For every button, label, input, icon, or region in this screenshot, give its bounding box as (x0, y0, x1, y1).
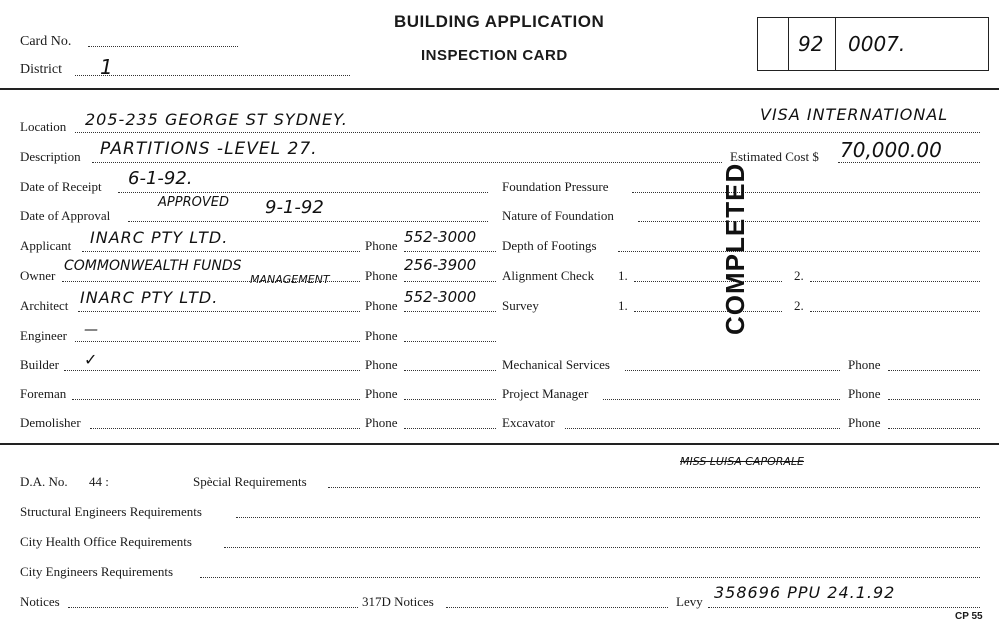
date-of-approval-value: 9-1-92 (265, 197, 324, 218)
applicant-value: INARC PTY LTD. (90, 228, 229, 247)
architect-line (78, 311, 360, 312)
engineer-label: Engineer (20, 328, 67, 343)
excavator-phone-label: Phone (848, 415, 881, 430)
location-value: 205-235 GEORGE ST SYDNEY. (85, 110, 348, 129)
applicant-phone-label: Phone (365, 238, 398, 253)
form-code: CP 55 (955, 611, 983, 622)
survey-num-2: 2. (794, 298, 804, 313)
notices-317d-line (446, 607, 668, 608)
levy-value: 358696 PPU 24.1.92 (714, 583, 896, 602)
notices-line (68, 607, 358, 608)
date-of-approval-label: Date of Approval (20, 208, 111, 223)
location-line (75, 132, 980, 133)
owner-phone-line (404, 281, 496, 282)
builder-phone-line (404, 370, 496, 371)
builder-phone-label: Phone (365, 357, 398, 372)
card-number-box (757, 17, 989, 71)
date-of-approval-line (128, 221, 488, 222)
project-manager-label: Project Manager (502, 386, 589, 401)
special-requirements-label: Spècial Requirements (193, 474, 307, 489)
structural-requirements-label: Structural Engineers Requirements (20, 504, 202, 519)
health-requirements-line (224, 547, 980, 548)
structural-requirements-line (236, 517, 980, 518)
section-divider (0, 443, 999, 445)
alignment-check-line-1 (634, 281, 782, 282)
project-manager-phone-line (888, 399, 980, 400)
alignment-check-line-2 (810, 281, 980, 282)
notices-label: Notices (20, 594, 60, 609)
engineer-phone-line (404, 341, 496, 342)
depth-of-footings-line (618, 251, 980, 252)
da-no-label: D.A. No. (20, 474, 68, 489)
mechanical-services-phone-label: Phone (848, 357, 881, 372)
notices-317d-label: 317D Notices (362, 594, 434, 609)
foreman-phone-label: Phone (365, 386, 398, 401)
da-no-value: 44 : (89, 474, 109, 489)
title-line-1: BUILDING APPLICATION (394, 12, 605, 31)
title-line-2: INSPECTION CARD (421, 47, 568, 64)
card-number-part-1: 92 (798, 32, 824, 56)
estimated-cost-line (838, 162, 980, 163)
date-of-receipt-label: Date of Receipt (20, 179, 102, 194)
project-manager-phone-label: Phone (848, 386, 881, 401)
excavator-phone-line (888, 428, 980, 429)
location-label: Location (20, 119, 67, 134)
card-no-label: Card No. (20, 34, 72, 49)
mechanical-services-label: Mechanical Services (502, 357, 610, 372)
survey-label: Survey (502, 298, 539, 313)
levy-label: Levy (676, 594, 703, 609)
mechanical-services-phone-line (888, 370, 980, 371)
owner-phone: 256-3900 (404, 256, 477, 274)
nature-of-foundation-label: Nature of Foundation (502, 208, 614, 223)
owner-value: COMMONWEALTH FUNDS (64, 258, 242, 274)
engineer-value: — (84, 322, 98, 338)
alignment-check-label: Alignment Check (502, 268, 595, 283)
alignment-check-num-2: 2. (794, 268, 804, 283)
demolisher-label: Demolisher (20, 415, 81, 430)
engineer-line (75, 341, 360, 342)
district-label: District (20, 62, 62, 77)
estimated-cost-label: Estimated Cost $ (730, 149, 819, 164)
district-line (75, 75, 350, 76)
depth-of-footings-label: Depth of Footings (502, 238, 597, 253)
demolisher-phone-line (404, 428, 496, 429)
architect-phone-line (404, 311, 496, 312)
applicant-line (82, 251, 360, 252)
nature-of-foundation-line (638, 221, 980, 222)
owner-value-line-2: MANAGEMENT (250, 273, 330, 286)
card-number-part-2: 0007. (848, 32, 906, 56)
description-label: Description (20, 149, 81, 164)
completed-stamp (720, 162, 750, 335)
estimated-cost-value: 70,000.00 (840, 138, 942, 162)
completed-stamp-text: COMPLETED (720, 162, 750, 335)
description-value: PARTITIONS -LEVEL 27. (100, 139, 318, 159)
applicant-phone-line (404, 251, 496, 252)
date-of-receipt-value: 6-1-92. (128, 168, 193, 189)
owner-label: Owner (20, 268, 56, 283)
survey-line-1 (634, 311, 782, 312)
architect-phone-label: Phone (365, 298, 398, 313)
district-value: 1 (100, 55, 113, 79)
demolisher-line (90, 428, 360, 429)
demolisher-phone-label: Phone (365, 415, 398, 430)
foreman-line (72, 399, 360, 400)
architect-label: Architect (20, 298, 69, 313)
foundation-pressure-line (632, 192, 980, 193)
location-note: VISA INTERNATIONAL (760, 105, 949, 124)
survey-num-1: 1. (618, 298, 628, 313)
health-requirements-label: City Health Office Requirements (20, 534, 192, 549)
special-requirements-line (328, 487, 980, 488)
project-manager-line (603, 399, 840, 400)
mechanical-services-line (625, 370, 840, 371)
levy-line (708, 607, 980, 608)
approved-note: APPROVED (158, 195, 229, 210)
description-line (92, 162, 722, 163)
engineer-phone-label: Phone (365, 328, 398, 343)
engineers-requirements-label: City Engineers Requirements (20, 564, 174, 579)
date-of-receipt-line (118, 192, 488, 193)
foreman-label: Foreman (20, 386, 67, 401)
alignment-check-num-1: 1. (618, 268, 628, 283)
builder-value: ✓ (84, 350, 98, 369)
survey-line-2 (810, 311, 980, 312)
struck-note: MISS LUISA CAPORALE (680, 455, 804, 468)
card-no-line (88, 46, 238, 47)
builder-label: Builder (20, 357, 59, 372)
owner-phone-label: Phone (365, 268, 398, 283)
excavator-label: Excavator (502, 415, 555, 430)
applicant-phone: 552-3000 (404, 228, 477, 246)
header-divider (0, 88, 999, 90)
excavator-line (565, 428, 840, 429)
foreman-phone-line (404, 399, 496, 400)
architect-phone: 552-3000 (404, 288, 477, 306)
foundation-pressure-label: Foundation Pressure (502, 179, 609, 194)
builder-line (64, 370, 360, 371)
engineers-requirements-line (200, 577, 980, 578)
architect-value: INARC PTY LTD. (80, 288, 219, 307)
applicant-label: Applicant (20, 238, 72, 253)
